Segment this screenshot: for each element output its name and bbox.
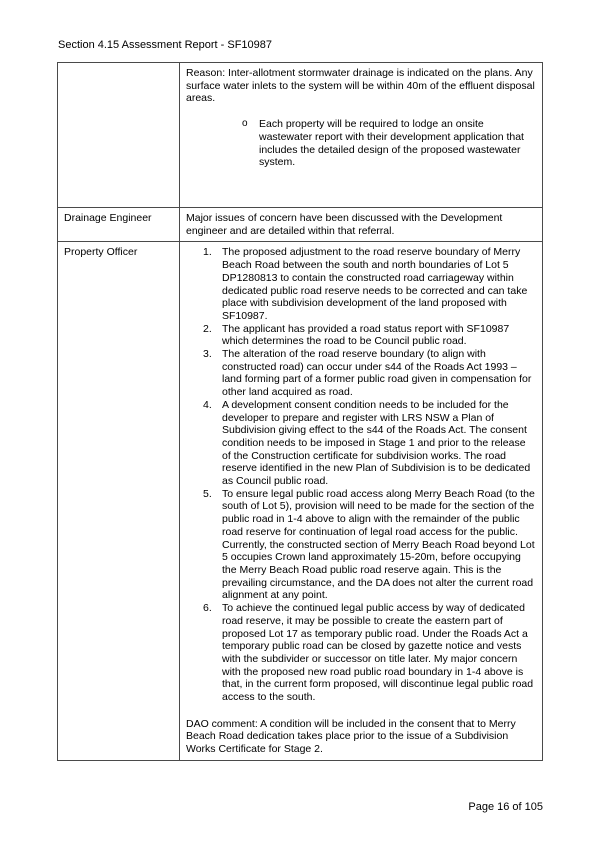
item-number: 3. — [203, 348, 212, 361]
table-row — [58, 208, 543, 242]
item-number: 1. — [203, 246, 212, 259]
list-item — [203, 246, 536, 322]
item-text: A development consent condition needs to be included for the developer to prepare and register with LRS NSW a Plan of Subdivision giving effect to the s44 of the Roads Act. The consent condition needs to be imposed in Stage 1 and prior to the release of the Construction certificate for subdivision works. The road reserve identified in the new Plan of Subdivision is to be dedicated as Council public road. — [222, 398, 531, 488]
item-number: 4. — [203, 398, 212, 411]
item-text: The alteration of the road reserve boundary (to align with constructed road) can occur under s44 of the Roads Act 1993 – land forming part of a former public road given in compensation for other land acquired as road. — [222, 348, 532, 399]
list-item — [203, 602, 536, 704]
item-text: The applicant has provided a road status report with SF10987 which determines the road to be Council public road. — [222, 322, 510, 348]
row-label: Drainage Engineer — [58, 208, 180, 242]
row-label — [58, 63, 180, 208]
item-number: 2. — [203, 322, 212, 335]
page-number: Page 16 of 105 — [468, 801, 543, 813]
bullet-list — [186, 118, 536, 169]
list-item — [203, 487, 536, 602]
numbered-list — [186, 246, 536, 703]
row-content — [180, 63, 543, 208]
item-number: 5. — [203, 487, 212, 500]
item-text: To achieve the continued legal public access by way of dedicated road reserve, it may be possible to create the eastern part of proposed Lot 17 as temporary public road. Under the Roads Act a temporary public road can be closed by gazette notice and vests with the subdivider or successor on title later. My major concern with the proposed new road public road boundary in 1-4 above is that, in the current form proposed, will discontinue legal public road access to the south. — [222, 602, 534, 704]
list-item — [203, 348, 536, 399]
list-item — [203, 322, 536, 348]
item-text: To ensure legal public road access along Merry Beach Road (to the south of Lot 5), provision will need to be made for the section of the public road in 1-4 above to align with the remainder of the public road reserve for continuation of legal road access for the public. Currently, the constructed section of Merry Beach Road beyond Lot 5 occupies Crown land approximately 15-20m, before occupying the Merry Beach Road public road reserve again. This is the prevailing circumstance, and the DA does not alter the current road alignment at any point. — [222, 487, 535, 602]
row-content: Major issues of concern have been discussed with the Development engineer and are detailed within that referral. — [180, 208, 543, 242]
dao-comment: DAO comment: A condition will be included in the consent that to Merry Beach Road dedication takes place prior to the issue of a Subdivision Works Certificate for Stage 2. — [186, 717, 516, 756]
table-row — [58, 63, 543, 208]
bullet-text: Each property will be required to lodge an onsite wastewater report with their development application that includes the detailed design of the proposed wastewater system. — [259, 118, 524, 169]
page-header: Section 4.15 Assessment Report - SF10987 — [58, 39, 273, 51]
referral-table — [57, 62, 543, 761]
row-content — [180, 242, 543, 760]
table-row — [58, 242, 543, 760]
item-number: 6. — [203, 602, 212, 615]
circle-bullet-icon: o — [242, 118, 248, 130]
item-text: The proposed adjustment to the road reserve boundary of Merry Beach Road between the south and north boundaries of Lot 5 DP1280813 to contain the constructed road carriageway within dedicated public road reserve needs to be corrected and can take place with subdivision development of the land proposed with SF10987. — [222, 246, 528, 322]
reason-text: Reason: Inter-allotment stormwater drainage is indicated on the plans. Any surface water inlets to the system will be within 40m of the effluent disposal areas. — [186, 67, 535, 105]
row-label: Property Officer — [58, 242, 180, 760]
list-item — [203, 398, 536, 488]
list-item — [242, 118, 536, 169]
